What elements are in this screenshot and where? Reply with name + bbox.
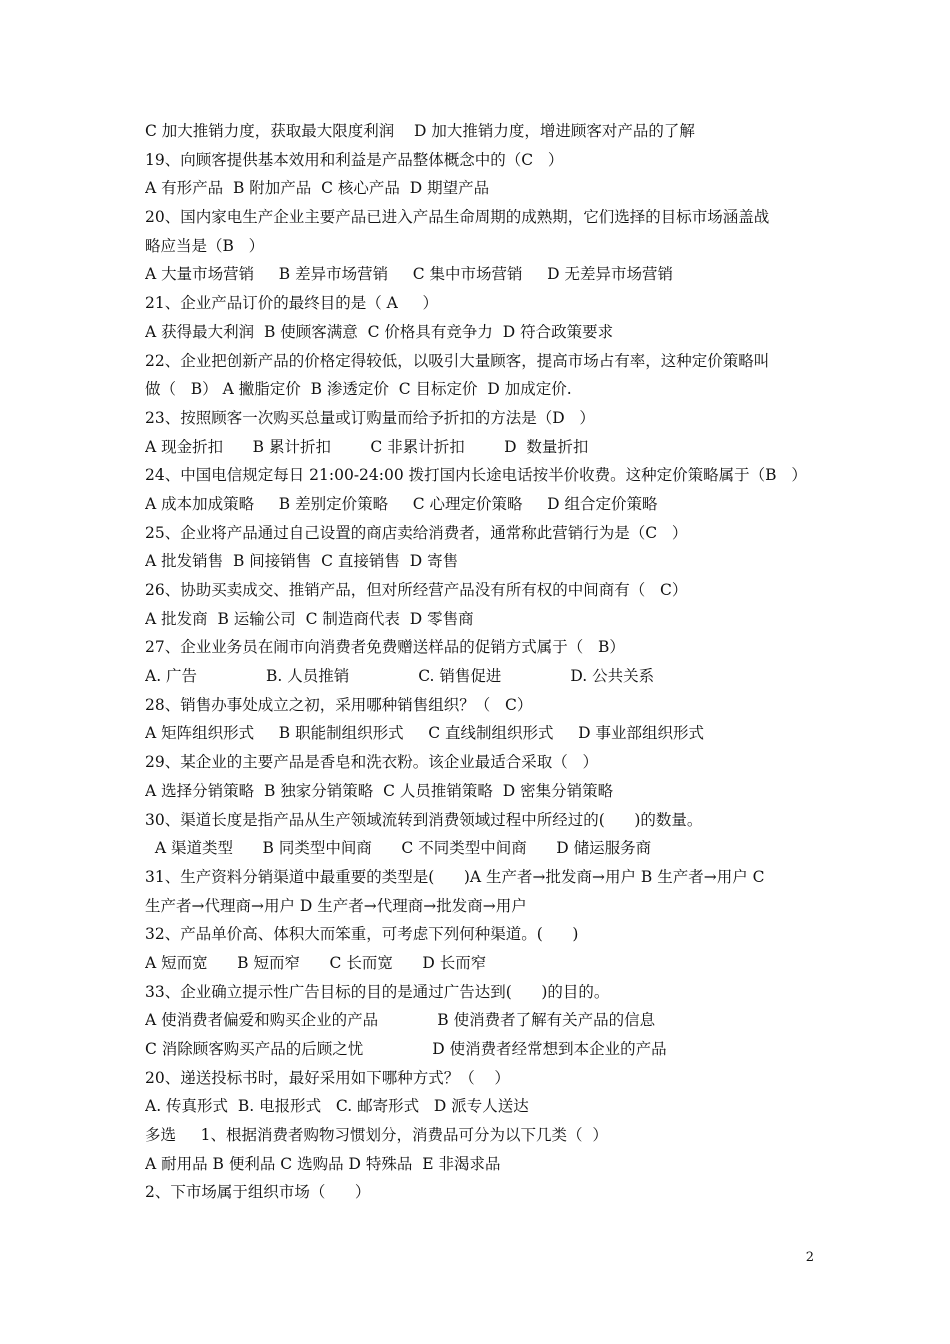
question-33: 33、企业确立提示性广告目标的目的是通过广告达到( )的目的。 (145, 982, 610, 1001)
question-33-options-cd: C 消除顾客购买产品的后顾之忧 D 使消费者经常想到本企业的产品 (145, 1040, 667, 1058)
question-22-continued: 做（ B） A 撇脂定价 B 渗透定价 C 目标定价 D 加成定价. (145, 380, 572, 399)
question-20-options: A 大量市场营销 B 差异市场营销 C 集中市场营销 D 无差异市场营销 (145, 265, 673, 284)
question-19-options: A 有形产品 B 附加产品 C 核心产品 D 期望产品 (145, 179, 490, 198)
question-21-options: A 获得最大利润 B 使顾客满意 C 价格具有竞争力 D 符合政策要求 (145, 322, 614, 341)
page-content (145, 117, 817, 1207)
question-27: 27、企业业务员在闹市向消费者免费赠送样品的促销方式属于（ B） (145, 638, 625, 657)
question-29: 29、某企业的主要产品是香皂和洗衣粉。该企业最适合采取（ ） (145, 753, 599, 772)
question-20-continued: 略应当是（B ） (145, 236, 265, 255)
page-number: 2 (805, 1250, 814, 1265)
question-19: 19、向顾客提供基本效用和利益是产品整体概念中的（C ） (145, 150, 564, 169)
multiple-choice-question-2: 2、下市场属于组织市场（ ） (145, 1183, 371, 1202)
question-26-options: A 批发商 B 运输公司 C 制造商代表 D 零售商 (145, 609, 474, 628)
question-25: 25、企业将产品通过自己设置的商店卖给消费者，通常称此营销行为是（C ） (145, 523, 688, 542)
question-30: 30、渠道长度是指产品从生产领域流转到消费领域过程中所经过的( )的数量。 (145, 810, 703, 829)
question-20-bid-options: A. 传真形式 B. 电报形式 C. 邮寄形式 D 派专人送达 (145, 1097, 529, 1116)
text-line-1: C 加大推销力度，获取最大限度利润 D 加大推销力度，增进顾客对产品的了解 (145, 122, 695, 140)
question-20-bid: 20、递送投标书时，最好采用如下哪种方式？（ ） (145, 1068, 510, 1087)
question-28-options: A 矩阵组织形式 B 职能制组织形式 C 直线制组织形式 D 事业部组织形式 (145, 724, 704, 743)
question-29-options: A 选择分销策略 B 独家分销策略 C 人员推销策略 D 密集分销策略 (145, 781, 614, 800)
question-22: 22、企业把创新产品的价格定得较低，以吸引大量顾客，提高市场占有率，这种定价策略叫 (145, 351, 770, 370)
question-31: 31、生产资料分销渠道中最重要的类型是( )A 生产者→批发商→用户 B 生产者→用户 C (145, 867, 765, 886)
question-32-options: A 短而宽 B 短而窄 C 长而宽 D 长而窄 (145, 953, 487, 972)
question-28: 28、销售办事处成立之初，采用哪种销售组织？（ C） (145, 695, 533, 714)
question-24-options: A 成本加成策略 B 差别定价策略 C 心理定价策略 D 组合定价策略 (145, 494, 658, 513)
question-23-options: A 现金折扣 B 累计折扣 C 非累计折扣 D 数量折扣 (145, 437, 589, 456)
question-33-options-ab: A 使消费者偏爱和购买企业的产品 B 使消费者了解有关产品的信息 (145, 1011, 656, 1030)
question-30-options: A 渠道类型 B 同类型中间商 C 不同类型中间商 D 储运服务商 (145, 839, 652, 858)
multiple-choice-question-1-options: A 耐用品 B 便利品 C 选购品 D 特殊品 E 非渴求品 (145, 1154, 501, 1173)
question-27-options: A. 广告 B. 人员推销 C. 销售促进 D. 公共关系 (145, 667, 655, 686)
question-32: 32、产品单价高、体积大而笨重，可考虑下列何种渠道。( ) (145, 925, 579, 944)
question-23: 23、按照顾客一次购买总量或订购量而给予折扣的方法是（D ） (145, 408, 595, 427)
question-26: 26、协助买卖成交、推销产品，但对所经营产品没有所有权的中间商有（ C） (145, 581, 688, 599)
question-24: 24、中国电信规定每日 21:00-24:00 拨打国内长途电话按半价收费。这种定价策略属于（B ） (145, 466, 807, 485)
multiple-choice-question-1: 多选 1、根据消费者购物习惯划分，消费品可分为以下几类（ ） (145, 1126, 608, 1145)
question-25-options: A 批发销售 B 间接销售 C 直接销售 D 寄售 (145, 552, 459, 571)
question-20: 20、国内家电生产企业主要产品已进入产品生命周期的成熟期，它们选择的目标市场涵盖战 (145, 208, 770, 227)
question-21: 21、企业产品订价的最终目的是（ A ） (145, 294, 438, 313)
question-31-continued: 生产者→代理商→用户 D 生产者→代理商→批发商→用户 (145, 896, 527, 915)
